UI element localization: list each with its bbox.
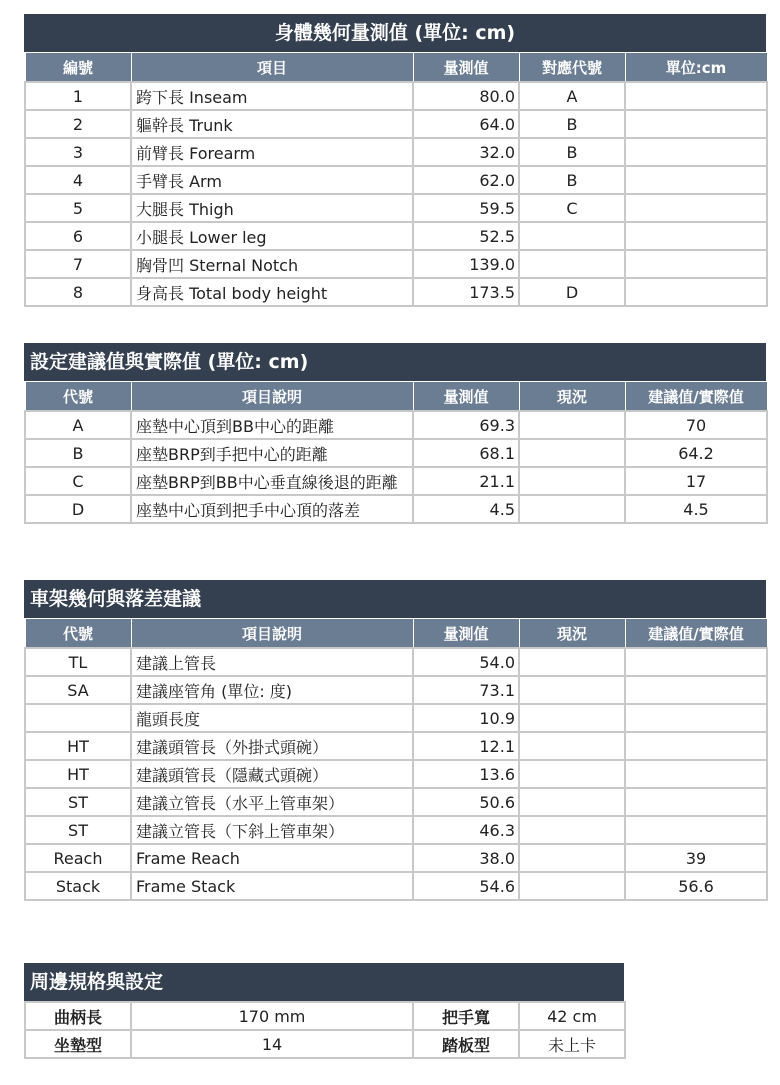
table-row xyxy=(25,194,767,222)
item-desc: 座墊BRP到手把中心的距離 xyxy=(131,439,413,467)
table-row xyxy=(25,732,767,760)
table-row xyxy=(25,760,767,788)
measured-value: 54.6 xyxy=(413,872,519,900)
table-row xyxy=(25,467,767,495)
item-desc: Frame Reach xyxy=(131,844,413,872)
table-row xyxy=(25,676,767,704)
header-code: 代號 xyxy=(25,619,131,649)
item-desc: 建議頭管長（隱藏式頭碗） xyxy=(131,760,413,788)
peripheral-specs-table xyxy=(24,1001,626,1059)
code: C xyxy=(25,467,131,495)
row-number: 4 xyxy=(25,166,131,194)
item-desc: 建議立管長（下斜上管車架） xyxy=(131,816,413,844)
table-row xyxy=(25,1002,625,1030)
section-title: 周邊規格與設定 xyxy=(24,963,624,1001)
mapped-code: C xyxy=(519,194,625,222)
row-number: 5 xyxy=(25,194,131,222)
table-row xyxy=(25,110,767,138)
unit-value xyxy=(625,222,767,250)
code: Reach xyxy=(25,844,131,872)
item-name: 胸骨凹 Sternal Notch xyxy=(131,250,413,278)
item-name: 手臂長 Arm xyxy=(131,166,413,194)
unit-value xyxy=(625,82,767,110)
mapped-code: D xyxy=(519,278,625,306)
header-value: 量測值 xyxy=(413,382,519,412)
row-number: 2 xyxy=(25,110,131,138)
measured-value: 54.0 xyxy=(413,648,519,676)
suggested-value: 17 xyxy=(625,467,767,495)
row-number: 8 xyxy=(25,278,131,306)
measured-value: 80.0 xyxy=(413,82,519,110)
section-peripheral-specs xyxy=(24,963,626,1059)
spec-value: 42 cm xyxy=(519,1002,625,1030)
section-body-measurements xyxy=(24,14,768,307)
header-desc: 項目說明 xyxy=(131,619,413,649)
current-value xyxy=(519,788,625,816)
measured-value: 50.6 xyxy=(413,788,519,816)
suggested-value xyxy=(625,760,767,788)
code: ST xyxy=(25,788,131,816)
header-current: 現況 xyxy=(519,619,625,649)
body-measurements-table xyxy=(24,52,768,307)
settings-table xyxy=(24,381,768,524)
suggested-value xyxy=(625,816,767,844)
current-value xyxy=(519,676,625,704)
spec-label: 坐墊型 xyxy=(25,1030,131,1058)
section-title: 身體幾何量測值 (單位: cm) xyxy=(24,14,766,52)
table-row xyxy=(25,1030,625,1058)
header-suggest: 建議值/實際值 xyxy=(625,382,767,412)
unit-value xyxy=(625,194,767,222)
code: SA xyxy=(25,676,131,704)
header-code: 代號 xyxy=(25,382,131,412)
table-row xyxy=(25,495,767,523)
current-value xyxy=(519,844,625,872)
table-row xyxy=(25,704,767,732)
unit-value xyxy=(625,278,767,306)
mapped-code: A xyxy=(519,82,625,110)
measured-value: 62.0 xyxy=(413,166,519,194)
spec-label: 踏板型 xyxy=(413,1030,519,1058)
code: TL xyxy=(25,648,131,676)
mapped-code: B xyxy=(519,166,625,194)
current-value xyxy=(519,872,625,900)
suggested-value xyxy=(625,704,767,732)
spec-label: 把手寬 xyxy=(413,1002,519,1030)
frame-geometry-table xyxy=(24,618,768,901)
spec-value: 14 xyxy=(131,1030,413,1058)
row-number: 7 xyxy=(25,250,131,278)
section-title: 車架幾何與落差建議 xyxy=(24,580,766,618)
table-row xyxy=(25,138,767,166)
item-desc: 座墊中心頂到BB中心的距離 xyxy=(131,411,413,439)
item-name: 軀幹長 Trunk xyxy=(131,110,413,138)
table-row xyxy=(25,166,767,194)
measured-value: 10.9 xyxy=(413,704,519,732)
item-desc: 建議座管角 (單位: 度) xyxy=(131,676,413,704)
code: Stack xyxy=(25,872,131,900)
suggested-value xyxy=(625,788,767,816)
table-row xyxy=(25,439,767,467)
item-desc: 建議立管長（水平上管車架） xyxy=(131,788,413,816)
spec-value: 170 mm xyxy=(131,1002,413,1030)
header-unit: 單位:cm xyxy=(625,53,767,83)
measured-value: 64.0 xyxy=(413,110,519,138)
mapped-code: B xyxy=(519,138,625,166)
suggested-value: 56.6 xyxy=(625,872,767,900)
current-value xyxy=(519,760,625,788)
measured-value: 73.1 xyxy=(413,676,519,704)
code: HT xyxy=(25,760,131,788)
suggested-value: 39 xyxy=(625,844,767,872)
measured-value: 46.3 xyxy=(413,816,519,844)
table-row xyxy=(25,788,767,816)
item-desc: Frame Stack xyxy=(131,872,413,900)
measured-value: 38.0 xyxy=(413,844,519,872)
unit-value xyxy=(625,138,767,166)
current-value xyxy=(519,732,625,760)
item-name: 小腿長 Lower leg xyxy=(131,222,413,250)
table-row xyxy=(25,250,767,278)
table-row xyxy=(25,844,767,872)
item-desc: 建議上管長 xyxy=(131,648,413,676)
item-name: 跨下長 Inseam xyxy=(131,82,413,110)
item-desc: 座墊中心頂到把手中心頂的落差 xyxy=(131,495,413,523)
suggested-value: 64.2 xyxy=(625,439,767,467)
current-value xyxy=(519,411,625,439)
suggested-value xyxy=(625,648,767,676)
unit-value xyxy=(625,250,767,278)
current-value xyxy=(519,704,625,732)
measured-value: 52.5 xyxy=(413,222,519,250)
row-number: 3 xyxy=(25,138,131,166)
header-current: 現況 xyxy=(519,382,625,412)
suggested-value xyxy=(625,732,767,760)
code: D xyxy=(25,495,131,523)
section-settings xyxy=(24,343,768,524)
code: A xyxy=(25,411,131,439)
table-row xyxy=(25,816,767,844)
header-code: 對應代號 xyxy=(519,53,625,83)
measured-value: 4.5 xyxy=(413,495,519,523)
unit-value xyxy=(625,110,767,138)
suggested-value: 4.5 xyxy=(625,495,767,523)
current-value xyxy=(519,495,625,523)
mapped-code xyxy=(519,250,625,278)
table-row xyxy=(25,222,767,250)
code xyxy=(25,704,131,732)
header-suggest: 建議值/實際值 xyxy=(625,619,767,649)
row-number: 6 xyxy=(25,222,131,250)
item-desc: 龍頭長度 xyxy=(131,704,413,732)
measured-value: 68.1 xyxy=(413,439,519,467)
table-row xyxy=(25,648,767,676)
table-row xyxy=(25,82,767,110)
header-value: 量測值 xyxy=(413,619,519,649)
spec-value: 未上卡 xyxy=(519,1030,625,1058)
code: B xyxy=(25,439,131,467)
header-value: 量測值 xyxy=(413,53,519,83)
item-name: 前臂長 Forearm xyxy=(131,138,413,166)
suggested-value xyxy=(625,676,767,704)
table-row xyxy=(25,278,767,306)
measured-value: 139.0 xyxy=(413,250,519,278)
mapped-code: B xyxy=(519,110,625,138)
table-row xyxy=(25,411,767,439)
code: ST xyxy=(25,816,131,844)
item-desc: 建議頭管長（外掛式頭碗） xyxy=(131,732,413,760)
measured-value: 32.0 xyxy=(413,138,519,166)
measured-value: 13.6 xyxy=(413,760,519,788)
header-desc: 項目說明 xyxy=(131,382,413,412)
header-no: 編號 xyxy=(25,53,131,83)
table-row xyxy=(25,872,767,900)
section-title: 設定建議值與實際值 (單位: cm) xyxy=(24,343,766,381)
mapped-code xyxy=(519,222,625,250)
code: HT xyxy=(25,732,131,760)
row-number: 1 xyxy=(25,82,131,110)
current-value xyxy=(519,467,625,495)
suggested-value: 70 xyxy=(625,411,767,439)
measured-value: 173.5 xyxy=(413,278,519,306)
current-value xyxy=(519,816,625,844)
measured-value: 69.3 xyxy=(413,411,519,439)
item-desc: 座墊BRP到BB中心垂直線後退的距離 xyxy=(131,467,413,495)
item-name: 身高長 Total body height xyxy=(131,278,413,306)
spec-label: 曲柄長 xyxy=(25,1002,131,1030)
item-name: 大腿長 Thigh xyxy=(131,194,413,222)
measured-value: 59.5 xyxy=(413,194,519,222)
measured-value: 21.1 xyxy=(413,467,519,495)
unit-value xyxy=(625,166,767,194)
current-value xyxy=(519,648,625,676)
current-value xyxy=(519,439,625,467)
measured-value: 12.1 xyxy=(413,732,519,760)
section-frame-geometry xyxy=(24,580,768,901)
header-item: 項目 xyxy=(131,53,413,83)
